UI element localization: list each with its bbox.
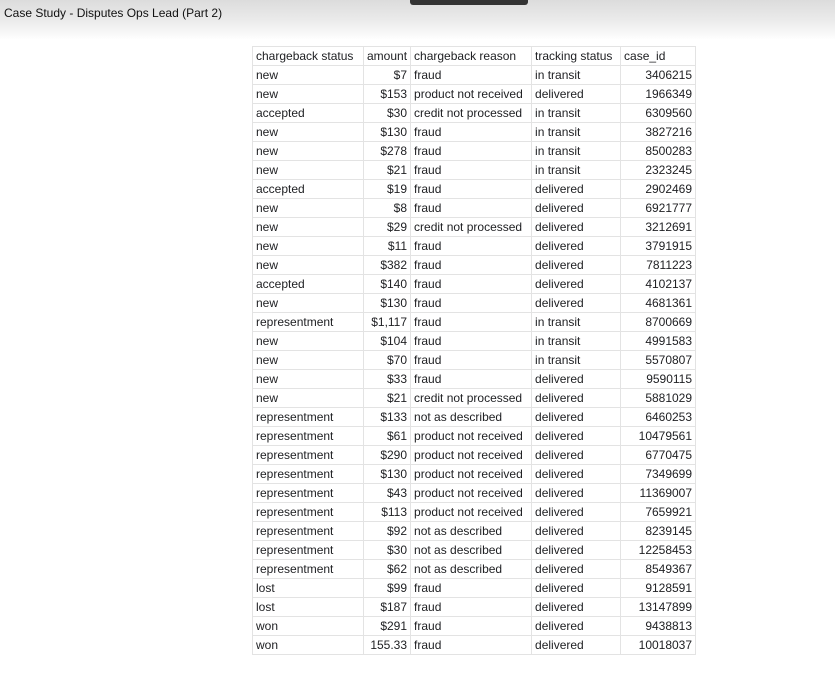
table-row: [253, 617, 696, 636]
table-row: [253, 351, 696, 370]
table-row: [253, 104, 696, 123]
table-row: [253, 142, 696, 161]
amount-cell[interactable]: $19: [364, 180, 411, 199]
chargeback-status-cell[interactable]: lost: [253, 598, 364, 617]
table-row: [253, 199, 696, 218]
case-id-cell[interactable]: 8239145: [621, 522, 696, 541]
table-row: [253, 256, 696, 275]
case-id-cell[interactable]: 3406215: [621, 66, 696, 85]
chargeback-status-cell[interactable]: representment: [253, 560, 364, 579]
table-row: [253, 522, 696, 541]
amount-cell[interactable]: $43: [364, 484, 411, 503]
amount-cell[interactable]: $290: [364, 446, 411, 465]
amount-cell[interactable]: $30: [364, 541, 411, 560]
column-header-case-id[interactable]: case_id: [621, 47, 696, 66]
chargeback-reason-cell[interactable]: not as described: [411, 522, 532, 541]
chargeback-reason-cell[interactable]: credit not processed: [411, 104, 532, 123]
chargeback-status-cell[interactable]: representment: [253, 503, 364, 522]
document-header-bar: [0, 0, 835, 40]
case-id-cell[interactable]: 6309560: [621, 104, 696, 123]
tracking-status-cell[interactable]: delivered: [532, 579, 621, 598]
chargeback-reason-cell[interactable]: fraud: [411, 313, 532, 332]
table-row: [253, 636, 696, 655]
case-id-cell[interactable]: 3791915: [621, 237, 696, 256]
amount-cell[interactable]: 155.33: [364, 636, 411, 655]
case-id-cell[interactable]: 9590115: [621, 370, 696, 389]
table-row: [253, 370, 696, 389]
table-row: [253, 294, 696, 313]
table-row: [253, 313, 696, 332]
tracking-status-cell[interactable]: in transit: [532, 104, 621, 123]
chargeback-status-cell[interactable]: accepted: [253, 180, 364, 199]
tracking-status-cell[interactable]: delivered: [532, 598, 621, 617]
tracking-status-cell[interactable]: in transit: [532, 351, 621, 370]
amount-cell[interactable]: $92: [364, 522, 411, 541]
chargeback-reason-cell[interactable]: fraud: [411, 351, 532, 370]
tracking-status-cell[interactable]: delivered: [532, 522, 621, 541]
table-row: [253, 332, 696, 351]
table-row: [253, 218, 696, 237]
chargeback-reason-cell[interactable]: fraud: [411, 598, 532, 617]
case-id-cell[interactable]: 6921777: [621, 199, 696, 218]
case-id-cell[interactable]: 8549367: [621, 560, 696, 579]
tracking-status-cell[interactable]: delivered: [532, 294, 621, 313]
table-row: [253, 66, 696, 85]
case-id-cell[interactable]: 8500283: [621, 142, 696, 161]
chargeback-reason-cell[interactable]: fraud: [411, 617, 532, 636]
chargeback-reason-cell[interactable]: credit not processed: [411, 218, 532, 237]
table-row: [253, 161, 696, 180]
top-tab-handle[interactable]: [410, 0, 528, 5]
amount-cell[interactable]: $62: [364, 560, 411, 579]
chargeback-status-cell[interactable]: representment: [253, 313, 364, 332]
case-id-cell[interactable]: 1966349: [621, 85, 696, 104]
case-id-cell[interactable]: 7349699: [621, 465, 696, 484]
table-row: [253, 579, 696, 598]
chargeback-status-cell[interactable]: new: [253, 237, 364, 256]
table-row: [253, 427, 696, 446]
amount-cell[interactable]: $70: [364, 351, 411, 370]
tracking-status-cell[interactable]: delivered: [532, 484, 621, 503]
chargeback-table: [252, 46, 696, 655]
amount-cell[interactable]: $133: [364, 408, 411, 427]
column-header-tracking-status[interactable]: tracking status: [532, 47, 621, 66]
amount-cell[interactable]: $8: [364, 199, 411, 218]
tracking-status-cell[interactable]: in transit: [532, 66, 621, 85]
tracking-status-cell[interactable]: delivered: [532, 541, 621, 560]
chargeback-reason-cell[interactable]: fraud: [411, 256, 532, 275]
chargeback-status-cell[interactable]: accepted: [253, 275, 364, 294]
amount-cell[interactable]: $113: [364, 503, 411, 522]
table-row: [253, 465, 696, 484]
table-row: [253, 123, 696, 142]
tracking-status-cell[interactable]: in transit: [532, 332, 621, 351]
amount-cell[interactable]: $140: [364, 275, 411, 294]
chargeback-reason-cell[interactable]: product not received: [411, 484, 532, 503]
chargeback-reason-cell[interactable]: product not received: [411, 85, 532, 104]
tracking-status-cell[interactable]: delivered: [532, 408, 621, 427]
chargeback-status-cell[interactable]: new: [253, 85, 364, 104]
column-header-chargeback-reason[interactable]: chargeback reason: [411, 47, 532, 66]
tracking-status-cell[interactable]: in transit: [532, 313, 621, 332]
chargeback-status-cell[interactable]: new: [253, 256, 364, 275]
chargeback-status-cell[interactable]: representment: [253, 446, 364, 465]
case-id-cell[interactable]: 6770475: [621, 446, 696, 465]
case-id-cell[interactable]: 2902469: [621, 180, 696, 199]
table-row: [253, 408, 696, 427]
tracking-status-cell[interactable]: in transit: [532, 161, 621, 180]
chargeback-reason-cell[interactable]: fraud: [411, 332, 532, 351]
amount-cell[interactable]: $30: [364, 104, 411, 123]
chargeback-status-cell[interactable]: representment: [253, 408, 364, 427]
chargeback-reason-cell[interactable]: product not received: [411, 465, 532, 484]
chargeback-reason-cell[interactable]: fraud: [411, 199, 532, 218]
table-body: [253, 47, 696, 655]
table-row: [253, 446, 696, 465]
chargeback-status-cell[interactable]: new: [253, 142, 364, 161]
column-header-chargeback-status[interactable]: chargeback status: [253, 47, 364, 66]
tracking-status-cell[interactable]: delivered: [532, 560, 621, 579]
chargeback-status-cell[interactable]: new: [253, 389, 364, 408]
case-id-cell[interactable]: 12258453: [621, 541, 696, 560]
chargeback-reason-cell[interactable]: fraud: [411, 294, 532, 313]
chargeback-reason-cell[interactable]: fraud: [411, 636, 532, 655]
chargeback-status-cell[interactable]: lost: [253, 579, 364, 598]
table-row: [253, 389, 696, 408]
amount-cell[interactable]: $61: [364, 427, 411, 446]
chargeback-reason-cell[interactable]: product not received: [411, 427, 532, 446]
tracking-status-cell[interactable]: delivered: [532, 389, 621, 408]
chargeback-status-cell[interactable]: new: [253, 370, 364, 389]
chargeback-status-cell[interactable]: won: [253, 636, 364, 655]
table-row: [253, 237, 696, 256]
case-id-cell[interactable]: 4681361: [621, 294, 696, 313]
tracking-status-cell[interactable]: in transit: [532, 142, 621, 161]
tracking-status-cell[interactable]: delivered: [532, 237, 621, 256]
amount-cell[interactable]: $99: [364, 579, 411, 598]
tracking-status-cell[interactable]: delivered: [532, 256, 621, 275]
chargeback-status-cell[interactable]: representment: [253, 427, 364, 446]
amount-cell[interactable]: $130: [364, 294, 411, 313]
chargeback-status-cell[interactable]: representment: [253, 465, 364, 484]
case-id-cell[interactable]: 2323245: [621, 161, 696, 180]
table-row: [253, 180, 696, 199]
amount-cell[interactable]: $29: [364, 218, 411, 237]
chargeback-status-cell[interactable]: accepted: [253, 104, 364, 123]
amount-cell[interactable]: $11: [364, 237, 411, 256]
amount-cell[interactable]: $130: [364, 465, 411, 484]
case-id-cell[interactable]: 9128591: [621, 579, 696, 598]
case-id-cell[interactable]: 11369007: [621, 484, 696, 503]
tracking-status-cell[interactable]: delivered: [532, 370, 621, 389]
case-id-cell[interactable]: 13147899: [621, 598, 696, 617]
chargeback-status-cell[interactable]: new: [253, 123, 364, 142]
chargeback-status-cell[interactable]: representment: [253, 484, 364, 503]
case-id-cell[interactable]: 4102137: [621, 275, 696, 294]
tracking-status-cell[interactable]: delivered: [532, 465, 621, 484]
case-id-cell[interactable]: 3827216: [621, 123, 696, 142]
amount-cell[interactable]: $7: [364, 66, 411, 85]
table-row: [253, 484, 696, 503]
chargeback-reason-cell[interactable]: product not received: [411, 446, 532, 465]
amount-cell[interactable]: $153: [364, 85, 411, 104]
amount-cell[interactable]: $382: [364, 256, 411, 275]
table-row: [253, 560, 696, 579]
case-id-cell[interactable]: 4991583: [621, 332, 696, 351]
chargeback-reason-cell[interactable]: fraud: [411, 180, 532, 199]
table-header-row: [253, 47, 696, 66]
chargeback-reason-cell[interactable]: fraud: [411, 370, 532, 389]
amount-cell[interactable]: $1,117: [364, 313, 411, 332]
tracking-status-cell[interactable]: delivered: [532, 180, 621, 199]
table-row: [253, 541, 696, 560]
amount-cell[interactable]: $130: [364, 123, 411, 142]
tracking-status-cell[interactable]: delivered: [532, 503, 621, 522]
case-id-cell[interactable]: 10018037: [621, 636, 696, 655]
case-id-cell[interactable]: 7811223: [621, 256, 696, 275]
chargeback-reason-cell[interactable]: fraud: [411, 237, 532, 256]
chargeback-status-cell[interactable]: new: [253, 218, 364, 237]
chargeback-status-cell[interactable]: new: [253, 351, 364, 370]
tracking-status-cell[interactable]: delivered: [532, 446, 621, 465]
tracking-status-cell[interactable]: delivered: [532, 218, 621, 237]
amount-cell[interactable]: $278: [364, 142, 411, 161]
chargeback-status-cell[interactable]: won: [253, 617, 364, 636]
chargeback-status-cell[interactable]: new: [253, 199, 364, 218]
amount-cell[interactable]: $104: [364, 332, 411, 351]
tracking-status-cell[interactable]: delivered: [532, 427, 621, 446]
amount-cell[interactable]: $187: [364, 598, 411, 617]
chargeback-status-cell[interactable]: new: [253, 294, 364, 313]
chargeback-status-cell[interactable]: representment: [253, 541, 364, 560]
amount-cell[interactable]: $21: [364, 161, 411, 180]
table-row: [253, 275, 696, 294]
case-id-cell[interactable]: 5881029: [621, 389, 696, 408]
case-id-cell[interactable]: 8700669: [621, 313, 696, 332]
chargeback-status-cell[interactable]: new: [253, 66, 364, 85]
case-id-cell[interactable]: 7659921: [621, 503, 696, 522]
tracking-status-cell[interactable]: delivered: [532, 636, 621, 655]
chargeback-status-cell[interactable]: new: [253, 161, 364, 180]
case-id-cell[interactable]: 5570807: [621, 351, 696, 370]
chargeback-reason-cell[interactable]: fraud: [411, 161, 532, 180]
case-id-cell[interactable]: 9438813: [621, 617, 696, 636]
amount-cell[interactable]: $33: [364, 370, 411, 389]
tracking-status-cell[interactable]: delivered: [532, 85, 621, 104]
case-id-cell[interactable]: 10479561: [621, 427, 696, 446]
case-id-cell[interactable]: 3212691: [621, 218, 696, 237]
chargeback-reason-cell[interactable]: fraud: [411, 142, 532, 161]
tracking-status-cell[interactable]: delivered: [532, 617, 621, 636]
chargeback-reason-cell[interactable]: fraud: [411, 66, 532, 85]
chargeback-status-cell[interactable]: representment: [253, 522, 364, 541]
tracking-status-cell[interactable]: in transit: [532, 123, 621, 142]
tracking-status-cell[interactable]: delivered: [532, 199, 621, 218]
chargeback-status-cell[interactable]: new: [253, 332, 364, 351]
table-row: [253, 503, 696, 522]
table-row: [253, 85, 696, 104]
chargeback-reason-cell[interactable]: fraud: [411, 579, 532, 598]
chargeback-reason-cell[interactable]: not as described: [411, 408, 532, 427]
tracking-status-cell[interactable]: delivered: [532, 275, 621, 294]
document-title: Case Study - Disputes Ops Lead (Part 2): [4, 6, 223, 20]
amount-cell[interactable]: $21: [364, 389, 411, 408]
chargeback-reason-cell[interactable]: not as described: [411, 541, 532, 560]
chargeback-reason-cell[interactable]: fraud: [411, 123, 532, 142]
table-row: [253, 598, 696, 617]
chargeback-reason-cell[interactable]: not as described: [411, 560, 532, 579]
chargeback-reason-cell[interactable]: product not received: [411, 503, 532, 522]
case-id-cell[interactable]: 6460253: [621, 408, 696, 427]
amount-cell[interactable]: $291: [364, 617, 411, 636]
chargeback-reason-cell[interactable]: fraud: [411, 275, 532, 294]
chargeback-reason-cell[interactable]: credit not processed: [411, 389, 532, 408]
column-header-amount[interactable]: amount: [364, 47, 411, 66]
